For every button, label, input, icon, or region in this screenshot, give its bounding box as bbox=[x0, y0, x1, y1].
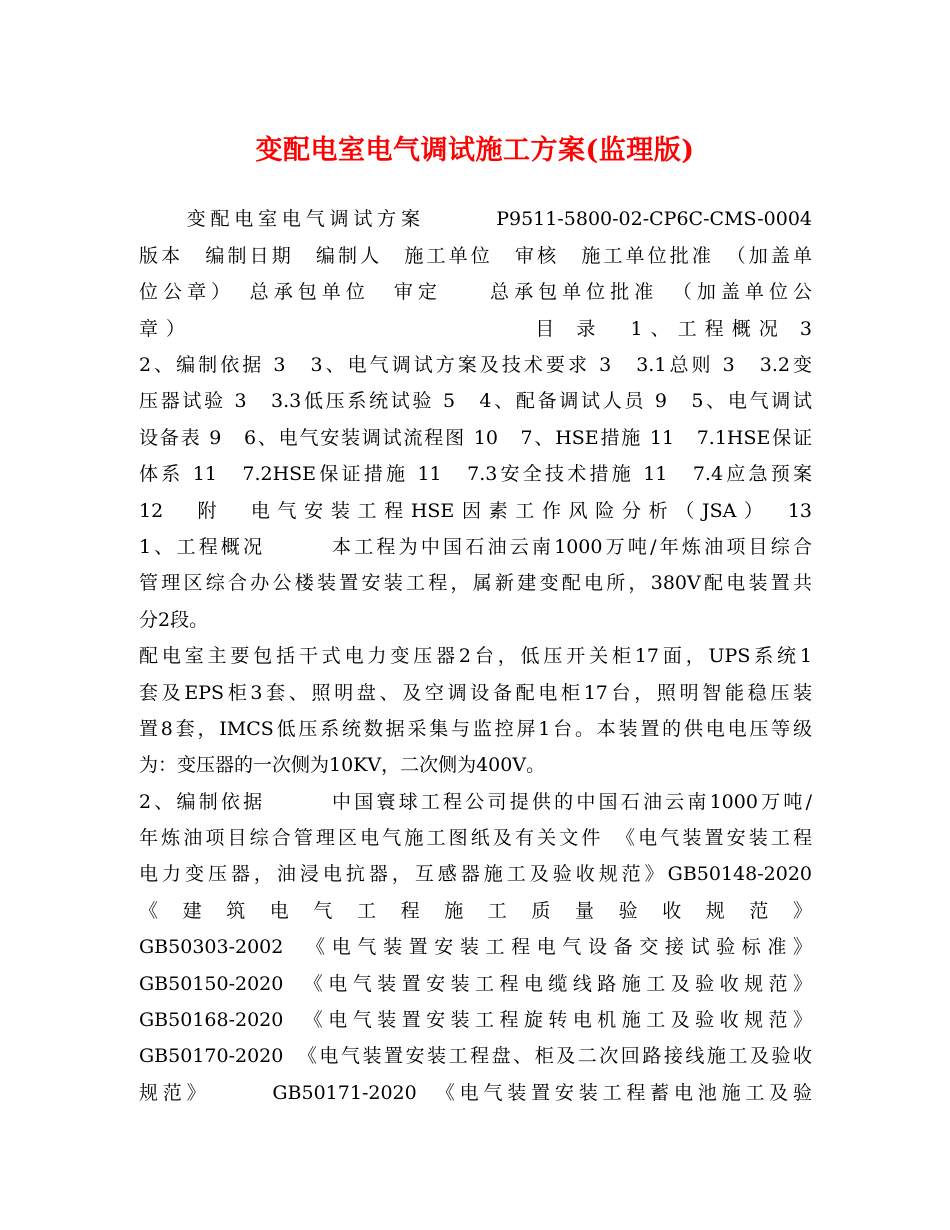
text-line: 管理区综合办公楼装置安装工程，属新建变配电所，380V配电装置共 bbox=[139, 572, 812, 594]
text-line: 章） 目 录 1、工程概况 3 bbox=[139, 318, 812, 340]
text-line: GB50168-2020 《电气装置安装工程旋转电机施工及验收规范》 bbox=[139, 1009, 812, 1031]
text-line: 2、编制依据 中国寰球工程公司提供的中国石油云南1000万吨/ bbox=[139, 791, 812, 813]
text-line: 《 建 筑 电 气 工 程 施 工 质 量 验 收 规 范 》 bbox=[139, 900, 812, 922]
text-line: 12 附 电气安装工程HSE因素工作风险分析（JSA） 13 bbox=[139, 500, 812, 522]
text-line: 1、工程概况 本工程为中国石油云南1000万吨/年炼油项目综合 bbox=[139, 536, 812, 558]
text-line: 设备表 9 6、电气安装调试流程图 10 7、HSE措施 11 7.1HSE保证 bbox=[139, 427, 812, 449]
text-line: GB50303-2002 《电气装置安装工程电气设备交接试验标准》 bbox=[139, 936, 812, 958]
text-line: GB50170-2020 《电气装置安装工程盘、柜及二次回路接线施工及验收 bbox=[139, 1045, 812, 1067]
text-line: 位公章） 总承包单位 审定 总承包单位批准 （加盖单位公 bbox=[139, 281, 812, 303]
text-line: 套及EPS柜3套、照明盘、及空调设备配电柜17台，照明智能稳压装 bbox=[139, 682, 812, 704]
text-line: 置8套，IMCS低压系统数据采集与监控屏1台。本装置的供电电压等级 bbox=[139, 718, 812, 740]
text-line: 规范》 GB50171-2020 《电气装置安装工程蓄电池施工及验 bbox=[139, 1082, 812, 1104]
text-line: 电力变压器，油浸电抗器，互感器施工及验收规范》GB50148-2020 bbox=[139, 863, 812, 885]
text-line: 体系 11 7.2HSE保证措施 11 7.3安全技术措施 11 7.4应急预案 bbox=[139, 463, 812, 485]
text-line: GB50150-2020 《电气装置安装工程电缆线路施工及验收规范》 bbox=[139, 973, 812, 995]
text-line: 配电室主要包括干式电力变压器2台，低压开关柜17面，UPS系统1 bbox=[139, 645, 812, 667]
text-line: 版本 编制日期 编制人 施工单位 审核 施工单位批准 （加盖单 bbox=[139, 245, 812, 267]
text-line: 年炼油项目综合管理区电气施工图纸及有关文件 《电气装置安装工程 bbox=[139, 827, 812, 849]
text-line: 为：变压器的一次侧为10KV，二次侧为400V。 bbox=[139, 754, 546, 776]
text-line: 变配电室电气调试方案 P9511-5800-02-CP6C-CMS-0004 bbox=[139, 208, 812, 230]
text-line: 分2段。 bbox=[139, 609, 209, 631]
text-line: 压器试验 3 3.3低压系统试验 5 4、配备调试人员 9 5、电气调试 bbox=[139, 390, 812, 412]
document-title: 变配电室电气调试施工方案(监理版) bbox=[255, 135, 695, 166]
text-line: 2、编制依据 3 3、电气调试方案及技术要求 3 3.1总则 3 3.2变 bbox=[139, 354, 812, 376]
